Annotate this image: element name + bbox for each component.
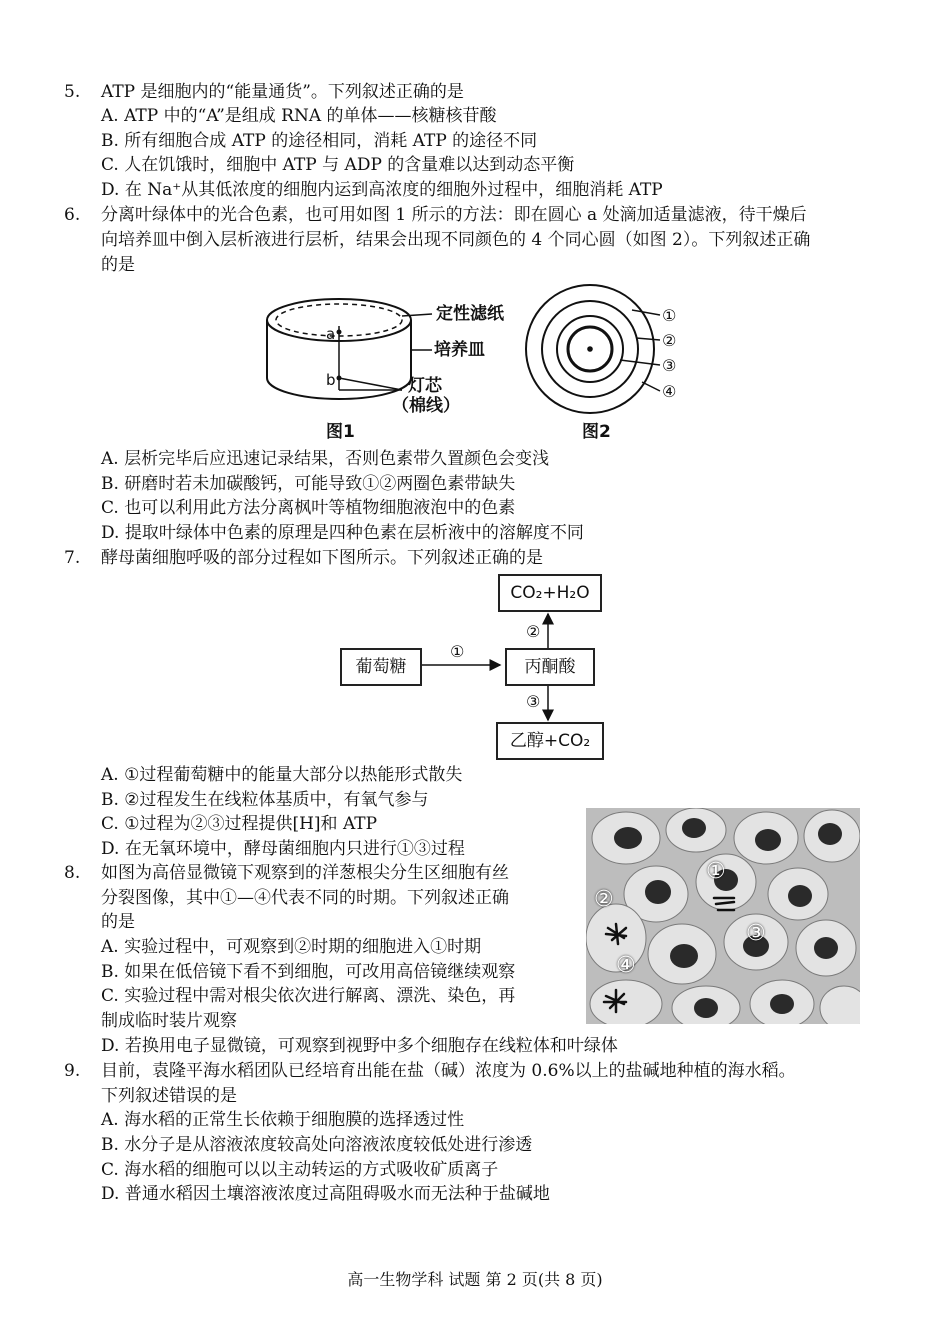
label-filter-paper: 定性滤纸 (436, 304, 504, 324)
option-a: A. 实验过程中，可观察到②时期的细胞进入①时期 (101, 937, 482, 957)
question-stem-line-3: 的是 (101, 912, 135, 932)
question-number: 5. (64, 82, 81, 102)
box-co2-h2o: CO₂+H₂O (498, 574, 602, 612)
question-stem-line-1: 目前，袁隆平海水稻团队已经培育出能在盐（碱）浓度为 0.6%以上的盐碱地种植的海水稻。 (101, 1061, 796, 1081)
option-c: C. 实验过程中需对根尖依次进行解离、漂洗、染色，再 (101, 986, 516, 1006)
option-a: A. 海水稻的正常生长依赖于细胞膜的选择透过性 (101, 1110, 465, 1130)
question-number: 7. (64, 548, 81, 568)
respiration-flow-diagram (330, 570, 630, 760)
option-d: D. 在 Na⁺从其低浓度的细胞内运到高浓度的细胞外过程中，细胞消耗 ATP (101, 180, 663, 200)
question-number: 6. (64, 205, 81, 225)
option-d: D. 提取叶绿体中色素的原理是四种色素在层析液中的溶解度不同 (101, 523, 584, 543)
figure-2-concentric-circles (520, 282, 700, 442)
micro-label-3: ③ (746, 921, 766, 946)
label-a: a (326, 325, 336, 343)
option-c: C. 海水稻的细胞可以以主动转运的方式吸收矿质离子 (101, 1160, 499, 1180)
question-number: 9. (64, 1061, 81, 1081)
option-a: A. ATP 中的“A”是组成 RNA 的单体——核糖核苷酸 (101, 106, 497, 126)
figure-2-caption: 图2 (582, 422, 611, 442)
label-petri-dish: 培养皿 (434, 340, 485, 360)
page-footer: 高一生物学科 试题 第 2 页(共 8 页) (347, 1270, 603, 1289)
question-number: 8. (64, 863, 81, 883)
ring-marker-1: ① (662, 306, 677, 325)
question-stem: 酵母菌细胞呼吸的部分过程如下图所示。下列叙述正确的是 (101, 548, 543, 568)
question-stem-line-3: 的是 (101, 255, 135, 275)
option-b: B. ②过程发生在线粒体基质中，有氧气参与 (101, 790, 429, 810)
micrograph-onion-root-tip (586, 808, 860, 1024)
box-glucose: 葡萄糖 (340, 648, 422, 686)
question-stem: ATP 是细胞内的“能量通货”。下列叙述正确的是 (101, 82, 464, 102)
option-b: B. 水分子是从溶液浓度较高处向溶液浓度较低处进行渗透 (101, 1135, 533, 1155)
box-ethanol-co2: 乙醇+CO₂ (496, 722, 604, 760)
micro-label-1: ① (706, 859, 726, 884)
option-c: C. 也可以利用此方法分离枫叶等植物细胞液泡中的色素 (101, 498, 516, 518)
label-cotton-thread: （棉线） (392, 396, 460, 416)
option-a: A. ①过程葡萄糖中的能量大部分以热能形式散失 (101, 765, 463, 785)
ring-marker-3: ③ (662, 356, 677, 375)
micro-label-4: ④ (616, 953, 636, 978)
option-d: D. 在无氧环境中，酵母菌细胞内只进行①③过程 (101, 839, 465, 859)
option-c: C. ①过程为②③过程提供[H]和 ATP (101, 814, 378, 834)
question-stem-line-2: 向培养皿中倒入层析液进行层析，结果会出现不同颜色的 4 个同心圆（如图 2）。下列叙述正确 (101, 230, 811, 250)
question-stem-line-1: 分离叶绿体中的光合色素，也可用如图 1 所示的方法：即在圆心 a 处滴加适量滤液，待干燥后 (101, 205, 807, 225)
figure-1-caption: 图1 (326, 422, 355, 442)
option-b: B. 如果在低倍镜下看不到细胞，可改用高倍镜继续观察 (101, 962, 516, 982)
question-stem-line-1: 如图为高倍显微镜下观察到的洋葱根尖分生区细胞有丝 (101, 863, 509, 883)
option-d: D. 普通水稻因土壤溶液浓度过高阻碍吸水而无法种于盐碱地 (101, 1184, 550, 1204)
option-c-continued: 制成临时装片观察 (101, 1011, 237, 1031)
question-stem-line-2: 分裂图像，其中①—④代表不同的时期。下列叙述正确 (101, 888, 509, 908)
step-3-marker: ③ (526, 692, 541, 711)
label-b: b (326, 371, 336, 389)
option-d: D. 若换用电子显微镜，可观察到视野中多个细胞存在线粒体和叶绿体 (101, 1036, 618, 1056)
step-2-marker: ② (526, 622, 541, 641)
figure-1-petri-dish (262, 286, 522, 446)
option-a: A. 层析完毕后应迅速记录结果，否则色素带久置颜色会变浅 (101, 449, 550, 469)
box-pyruvate: 丙酮酸 (505, 648, 595, 686)
option-b: B. 所有细胞合成 ATP 的途径相同，消耗 ATP 的途径不同 (101, 131, 538, 151)
ring-marker-2: ② (662, 331, 677, 350)
label-wick: 灯芯 (408, 376, 442, 396)
ring-marker-4: ④ (662, 382, 677, 401)
micro-label-2: ② (594, 887, 614, 912)
option-b: B. 研磨时若未加碳酸钙，可能导致①②两圈色素带缺失 (101, 474, 516, 494)
question-stem-line-2: 下列叙述错误的是 (101, 1086, 237, 1106)
option-c: C. 人在饥饿时，细胞中 ATP 与 ADP 的含量难以达到动态平衡 (101, 155, 575, 175)
step-1-marker: ① (450, 642, 465, 661)
